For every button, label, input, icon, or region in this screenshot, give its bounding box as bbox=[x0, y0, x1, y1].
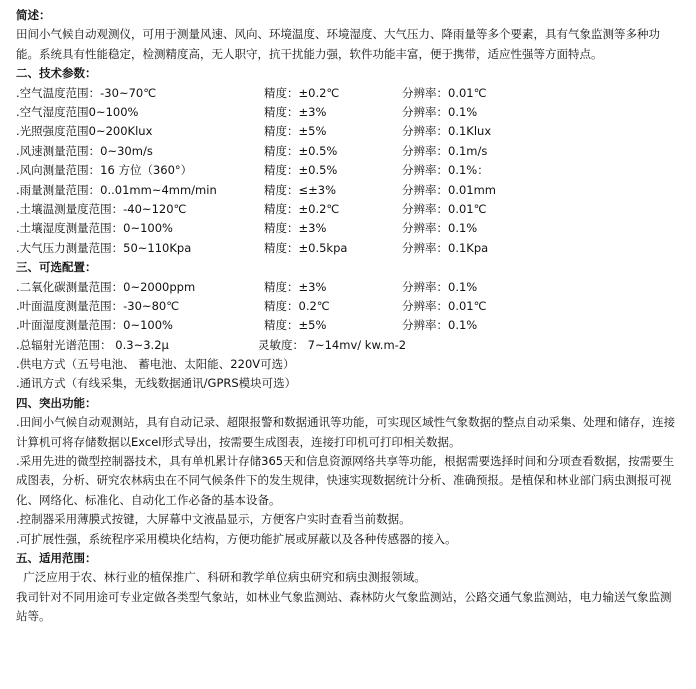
spec-item: .风速测量范围：0~30m/s bbox=[16, 143, 153, 158]
tech-spec-row bbox=[16, 103, 682, 122]
spec-item: .土壤温测量度范围：-40~120℃ bbox=[16, 201, 187, 216]
spec-resolution: 分辨率：0.1Kpa bbox=[402, 240, 489, 255]
spec-resolution: 分辨率：0.1% bbox=[402, 318, 478, 333]
spec-resolution: 分辨率：0.01mm bbox=[402, 182, 497, 197]
spec-precision: 精度：±0.2℃ bbox=[264, 85, 340, 100]
spec-resolution: 分辨率：0.1Klux bbox=[402, 124, 492, 139]
optional-spec-row bbox=[16, 278, 682, 297]
tech-spec-row bbox=[16, 219, 682, 238]
spec-resolution: 分辨率：0.1%： bbox=[402, 163, 489, 178]
tech-heading: 二、技术参数： bbox=[16, 66, 97, 81]
communication: .通讯方式（有线采集，无线数据通讯/GPRS模块可选） bbox=[16, 376, 297, 391]
spec-item: .叶面温度测量范围：-30~80℃ bbox=[16, 298, 180, 313]
feature-item-4: .可扩展性强，系统程序采用模块化结构，方便功能扩展或屏蔽以及各种传感器的接入。 bbox=[16, 531, 457, 546]
spec-precision: 精度：±0.2℃ bbox=[264, 201, 340, 216]
tech-spec-row bbox=[16, 181, 682, 200]
intro-heading: 简述： bbox=[16, 8, 51, 22]
spec-resolution: 分辨率：0.1% bbox=[402, 279, 478, 294]
spec-item: .大气压力测量范围：50~110Kpa bbox=[16, 240, 192, 255]
tech-spec-row bbox=[16, 142, 682, 161]
spec-precision: 精度：±0.5kpa bbox=[264, 240, 348, 255]
spec-precision: 精度：±5% bbox=[264, 318, 327, 333]
spec-item: .空气湿度范围0~100% bbox=[16, 104, 139, 119]
radiation-sensitivity: 灵敏度： 7~14mv/ kw.m-2 bbox=[258, 337, 407, 352]
tech-spec-row bbox=[16, 200, 682, 219]
feature-item-1: .田间小气候自动观测站，具有自动记录、超限报警和数据通讯等功能，可实现区域性气象数据的整点自动采集、处理和储存，连接计算机可将存储数据以Excel形式导出，按需要生成图表，连接打印机可打印相关数据。 bbox=[16, 415, 676, 449]
radiation-range: .总辐射光谱范围： 0.3~3.2μ bbox=[16, 337, 169, 352]
features-heading: 四、突出功能： bbox=[16, 395, 97, 410]
spec-precision: 精度：±3% bbox=[264, 104, 327, 119]
spec-resolution: 分辨率：0.1% bbox=[402, 104, 478, 119]
scope-line-1: 广泛应用于农、林行业的植保推广、科研和教学单位病虫研究和病虫测报领域。 bbox=[16, 570, 426, 585]
optional-spec-row bbox=[16, 316, 682, 335]
spec-resolution: 分辨率：0.1m/s bbox=[402, 143, 488, 158]
spec-precision: 精度：±5% bbox=[264, 124, 327, 139]
spec-item: .土壤湿度测量范围：0~100% bbox=[16, 221, 173, 236]
optional-heading: 三、可选配置： bbox=[16, 260, 97, 275]
feature-item-3: .控制器采用薄膜式按键，大屏幕中文液晶显示，方便客户实时查看当前数据。 bbox=[16, 512, 411, 527]
tech-spec-row bbox=[16, 84, 682, 103]
tech-spec-row bbox=[16, 239, 682, 258]
tech-spec-row bbox=[16, 161, 682, 180]
optional-spec-row bbox=[16, 297, 682, 316]
spec-precision: 精度：0.2℃ bbox=[264, 298, 330, 313]
spec-resolution: 分辨率：0.01℃ bbox=[402, 298, 487, 313]
scope-heading: 五、适用范围： bbox=[16, 551, 97, 566]
spec-item: .光照强度范围0~200Klux bbox=[16, 124, 153, 139]
spec-item: .二氧化碳测量范围：0~2000ppm bbox=[16, 279, 196, 294]
tech-spec-row bbox=[16, 122, 682, 141]
spec-precision: 精度：±0.5% bbox=[264, 143, 338, 158]
spec-resolution: 分辨率：0.1% bbox=[402, 221, 478, 236]
spec-item: .叶面湿度测量范围：0~100% bbox=[16, 318, 173, 333]
spec-resolution: 分辨率：0.01℃ bbox=[402, 201, 487, 216]
spec-item: .雨量测量范围：0..01mm~4mm/min bbox=[16, 182, 217, 197]
spec-precision: 精度：≤±3% bbox=[264, 182, 337, 197]
scope-line-2: 我司针对不同用途可专业定做各类型气象站，如林业气象监测站、森林防火气象监测站，公路交通气象监测站，电力输送气象监测站等。 bbox=[16, 589, 672, 624]
spec-resolution: 分辨率：0.01℃ bbox=[402, 85, 487, 100]
spec-precision: 精度：±0.5% bbox=[264, 163, 338, 178]
spec-item: .风向测量范围：16 方位（360°） bbox=[16, 163, 193, 178]
spec-item: .空气温度范围：-30~70℃ bbox=[16, 85, 157, 100]
power-supply: .供电方式（五号电池、 蓄电池、太阳能、220V可选） bbox=[16, 357, 295, 372]
spec-precision: 精度：±3% bbox=[264, 221, 327, 236]
intro-text: 田间小气候自动观测仪，可用于测量风速、风向、环境温度、环境湿度、大气压力、降雨量等多个要素，具有气象监测等多种功能。系统具有性能稳定，检测精度高，无人职守，抗干扰能力强，软件功能丰富，便于携带，适应性强等方面特点。 bbox=[16, 27, 660, 61]
tech-spec-list bbox=[16, 84, 682, 259]
radiation-row bbox=[16, 336, 682, 355]
optional-spec-list bbox=[16, 278, 682, 336]
spec-precision: 精度：±3% bbox=[264, 279, 327, 294]
feature-item-2: .采用先进的微型控制器技术，具有单机累计存储365天和信息资源网络共享等功能，根据需要选择时间和分项查看数据，按需要生成图表，分析、研究农林病虫在不同气候条件下的发生规律，快速实现数据统计分析、准确预报。是植保和林业部门病虫测报可视化、网络化、标准化、自动化工作必备的基本设备。 bbox=[16, 454, 675, 507]
